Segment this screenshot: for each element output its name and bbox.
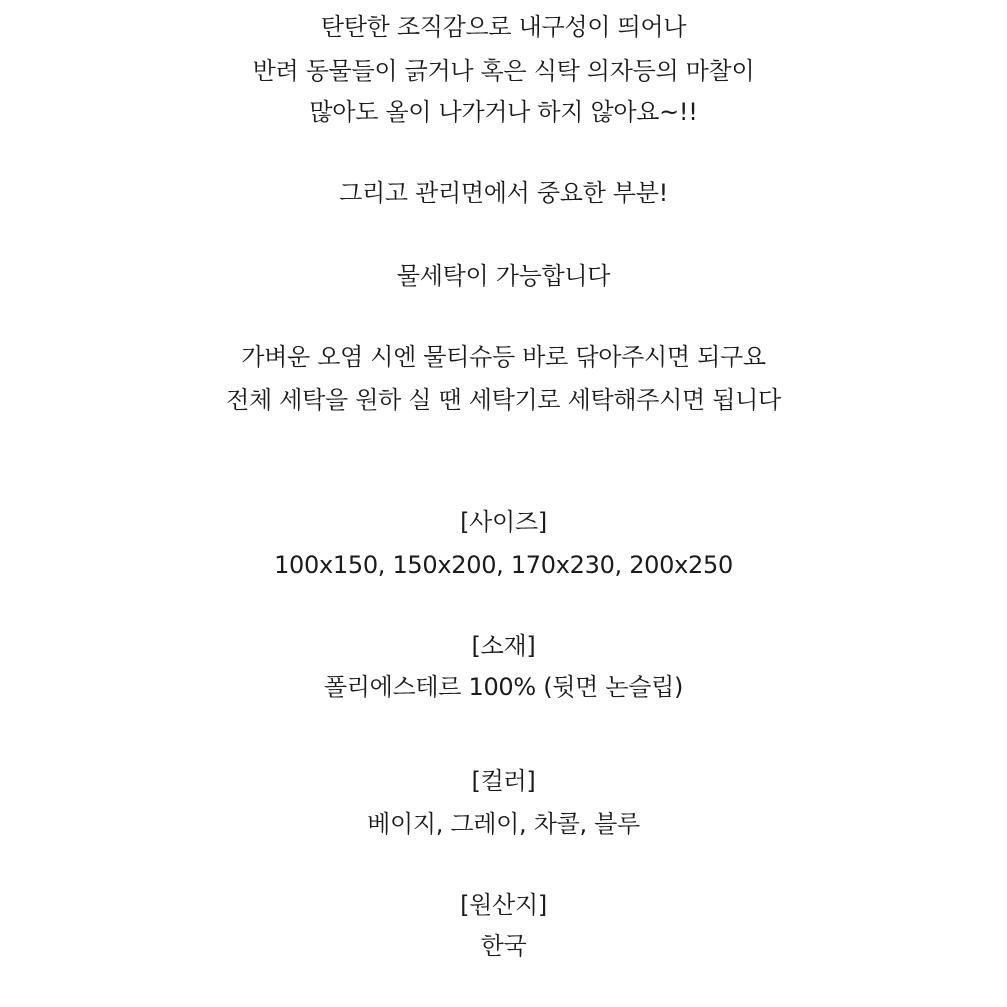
- spec-color-value: 베이지, 그레이, 차콜, 블루: [367, 810, 640, 838]
- spec-size-label: [사이즈]: [460, 508, 547, 536]
- washable-note: 물세탁이 가능합니다: [396, 262, 611, 290]
- care-instruction-2: 전체 세탁을 원하 실 땐 세탁기로 세탁해주시면 됩니다: [226, 386, 781, 414]
- care-instruction-1: 가벼운 오염 시엔 물티슈등 바로 닦아주시면 되구요: [241, 343, 766, 371]
- care-heading: 그리고 관리면에서 중요한 부분!: [339, 179, 668, 207]
- spec-material-value: 폴리에스테르 100% (뒷면 논슬립): [323, 673, 684, 701]
- spec-size-value: 100x150, 150x200, 170x230, 200x250: [274, 551, 733, 579]
- spec-material-label: [소재]: [471, 632, 536, 660]
- spec-origin-label: [원산지]: [460, 891, 547, 919]
- durability-line-3: 많아도 올이 나가거나 하지 않아요~!!: [309, 98, 698, 126]
- durability-line-2: 반려 동물들이 긁거나 혹은 식탁 의자등의 마찰이: [252, 57, 755, 85]
- spec-color-label: [컬러]: [471, 767, 536, 795]
- durability-line-1: 탄탄한 조직감으로 내구성이 띄어나: [320, 13, 687, 41]
- spec-origin-value: 한국: [480, 932, 527, 960]
